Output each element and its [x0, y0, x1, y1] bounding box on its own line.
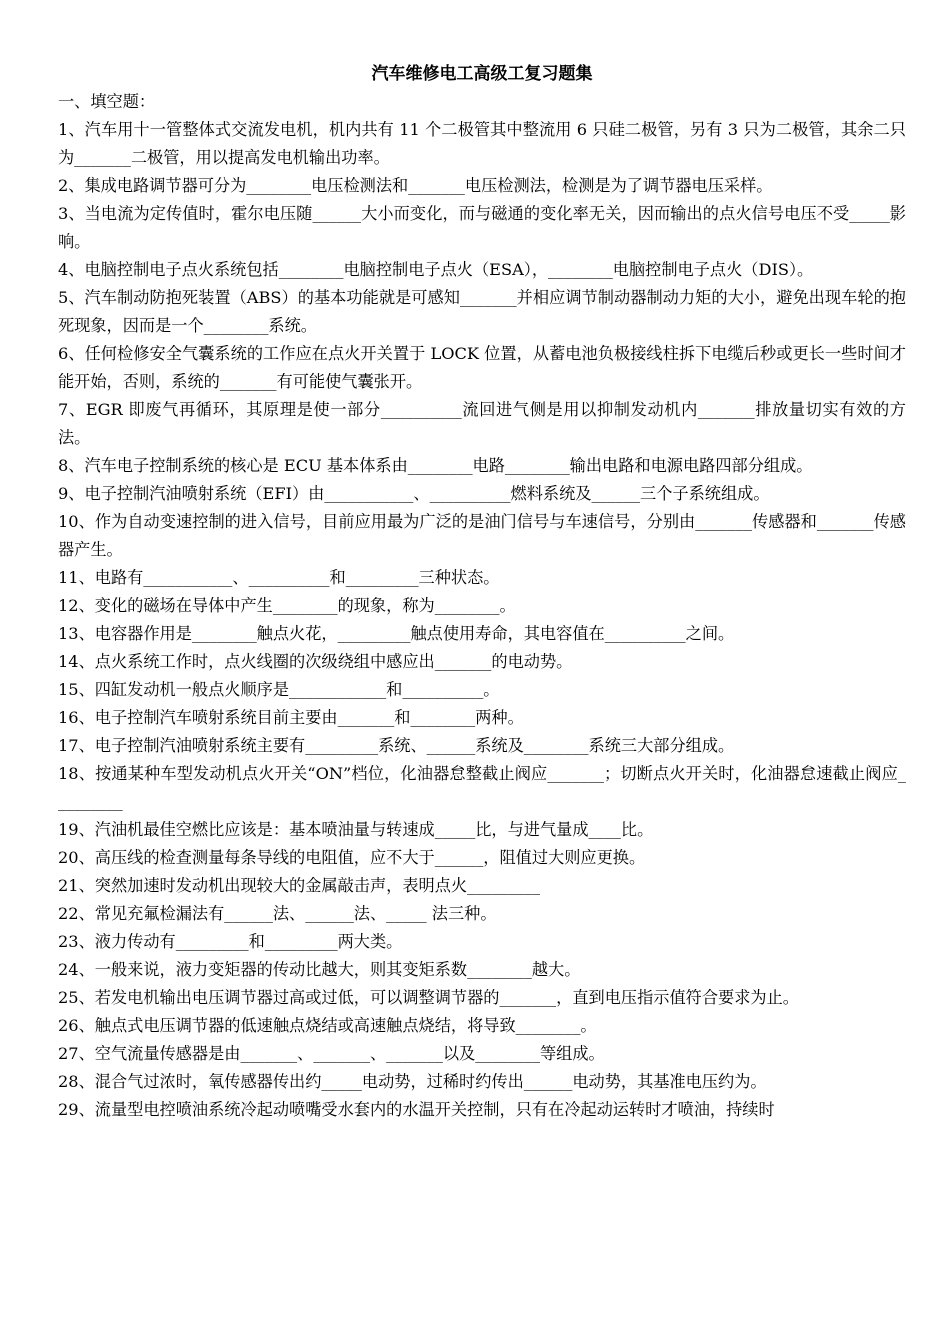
question-20: 20、高压线的检查测量每条导线的电阻值，应不大于______，阻值过大则应更换。: [58, 848, 646, 867]
question-11: 11、电路有___________、__________和_________三种状态。: [58, 568, 500, 587]
question-26: 26、触点式电压调节器的低速触点烧结或高速触点烧结，将导致________。: [58, 1016, 597, 1035]
question-17: 17、电子控制汽油喷射系统主要有_________系统、______系统及________系统三大部分组成。: [58, 736, 735, 755]
question-1: 1、汽车用十一管整体式交流发电机，机内共有 11 个二极管其中整流用 6 只硅二极管，另有 3 只为二极管，其余二只为_______二极管，用以提高发电机输出功率。: [58, 120, 906, 167]
question-8: 8、汽车电子控制系统的核心是 ECU 基本体系由________电路________输出电路和电源电路四部分组成。: [58, 456, 813, 475]
question-14: 14、点火系统工作时，点火线圈的次级绕组中感应出_______的电动势。: [58, 652, 573, 671]
question-5: 5、汽车制动防抱死装置（ABS）的基本功能就是可感知_______并相应调节制动器制动力矩的大小，避免出现车轮的抱死现象，因而是一个________系统。: [58, 288, 906, 335]
question-7: 7、EGR 即废气再循环，其原理是使一部分__________流回进气侧是用以抑制发动机内_______排放量切实有效的方法。: [58, 400, 906, 447]
question-16: 16、电子控制汽车喷射系统目前主要由_______和________两种。: [58, 708, 524, 727]
question-12: 12、变化的磁场在导体中产生________的现象，称为________。: [58, 596, 516, 615]
question-13: 13、电容器作用是________触点火花，_________触点使用寿命，其电容值在__________之间。: [58, 624, 735, 643]
question-10: 10、作为自动变速控制的进入信号，目前应用最为广泛的是油门信号与车速信号，分别由_______传感器和_______传感器产生。: [58, 512, 906, 559]
question-29: 29、流量型电控喷油系统冷起动喷嘴受水套内的水温开关控制，只有在冷起动运转时才喷油，持续时: [58, 1100, 775, 1119]
question-27: 27、空气流量传感器是由_______、_______、_______以及________等组成。: [58, 1044, 605, 1063]
document-page: [58, 60, 906, 1124]
question-24: 24、一般来说，液力变矩器的传动比越大，则其变矩系数________越大。: [58, 960, 581, 979]
document-title: 汽车维修电工高级工复习题集: [371, 64, 593, 84]
question-9: 9、电子控制汽油喷射系统（EFI）由___________、__________燃料系统及______三个子系统组成。: [58, 484, 770, 503]
question-6: 6、任何检修安全气囊系统的工作应在点火开关置于 LOCK 位置，从蓄电池负极接线柱拆下电缆后秒或更长一些时间才能开始，否则，系统的_______有可能使气囊张开。: [58, 344, 906, 391]
question-3: 3、当电流为定传值时，霍尔电压随______大小而变化，而与磁通的变化率无关，因而输出的点火信号电压不受_____影响。: [58, 204, 906, 251]
question-23: 23、液力传动有_________和_________两大类。: [58, 932, 403, 951]
question-25: 25、若发电机输出电压调节器过高或过低，可以调整调节器的_______，直到电压指示值符合要求为止。: [58, 988, 799, 1007]
question-21: 21、突然加速时发动机出现较大的金属敲击声，表明点火_________: [58, 876, 540, 895]
question-28: 28、混合气过浓时，氧传感器传出约_____电动势，过稀时约传出______电动势，其基准电压约为。: [58, 1072, 767, 1091]
question-15: 15、四缸发动机一般点火顺序是____________和__________。: [58, 680, 500, 699]
question-19: 19、汽油机最佳空燃比应该是：基本喷油量与转速成_____比，与进气量成____比。: [58, 820, 654, 839]
question-2: 2、集成电路调节器可分为________电压检测法和_______电压检测法，检测是为了调节器电压采样。: [58, 176, 773, 195]
section-heading: 一、填空题：: [58, 92, 156, 111]
question-4: 4、电脑控制电子点火系统包括________电脑控制电子点火（ESA），________电脑控制电子点火（DIS）。: [58, 260, 814, 279]
question-22: 22、常见充氟检漏法有______法、______法、_____ 法三种。: [58, 904, 497, 923]
question-18: 18、按通某种车型发动机点火开关“ON”档位，化油器怠整截止阀应_______；切断点火开关时，化油器怠速截止阀应_________: [58, 764, 906, 811]
